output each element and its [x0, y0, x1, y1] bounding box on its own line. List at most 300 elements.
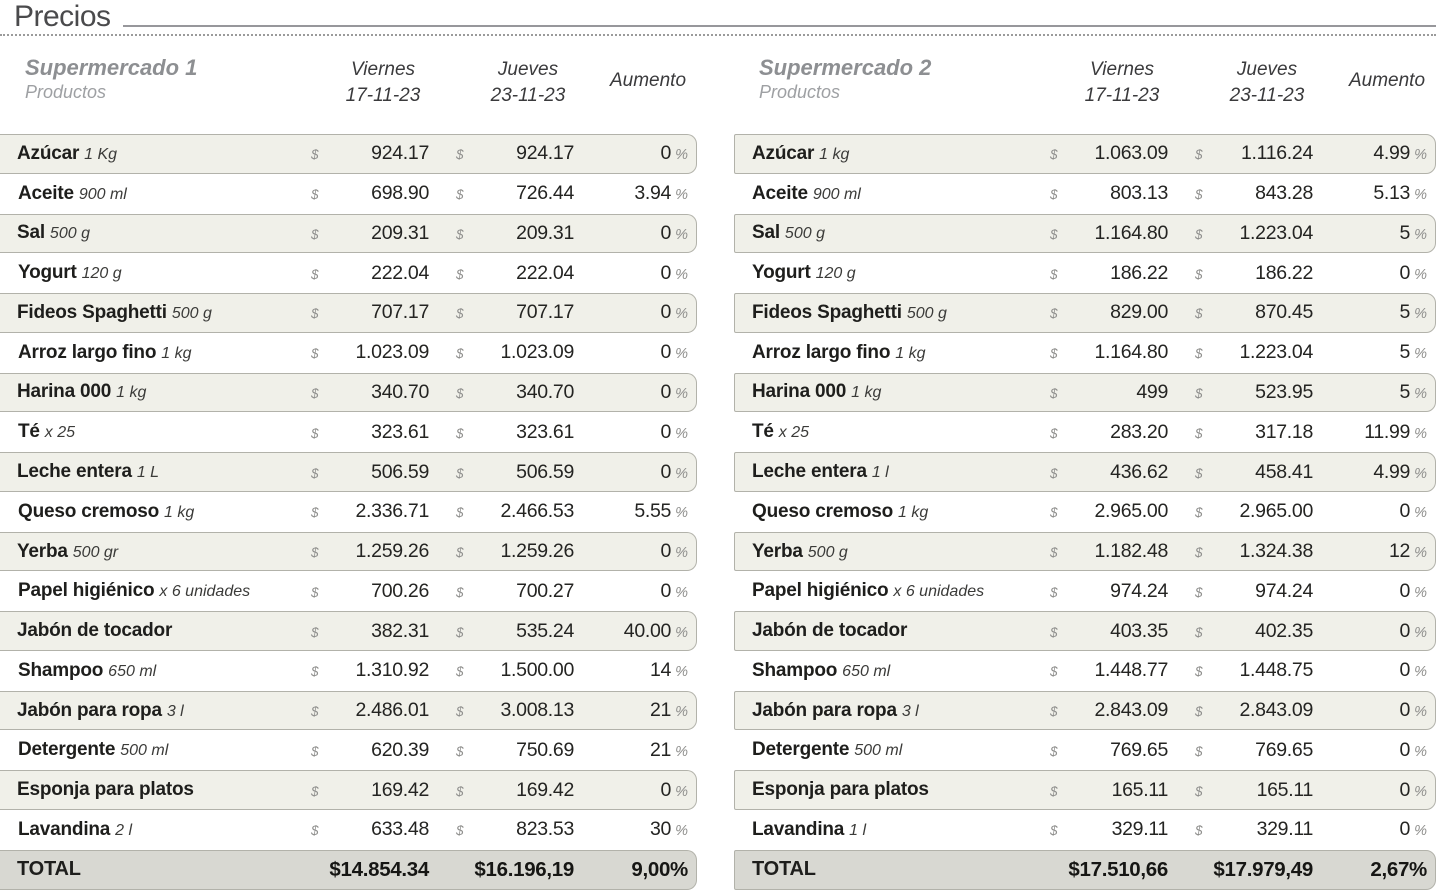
product-name-cell	[1, 739, 311, 761]
increase-cell	[574, 381, 696, 404]
percent-symbol-icon: %	[1414, 823, 1427, 840]
increase-value: 0	[660, 221, 672, 244]
total-row	[734, 850, 1436, 890]
percent-symbol-icon: %	[1414, 505, 1427, 522]
product-unit: 500 gr	[72, 543, 119, 561]
product-name-cell	[0, 143, 311, 165]
product-name-cell	[0, 541, 311, 563]
column-header-aumento: Aumento	[1348, 70, 1426, 91]
price-viernes-value: 165.11	[1111, 778, 1168, 801]
increase-value: 4.99	[1373, 142, 1411, 165]
price-viernes-value: 340.70	[371, 380, 429, 403]
product-unit: 500 g	[906, 304, 947, 322]
increase-cell	[1313, 779, 1435, 802]
table-row	[0, 651, 697, 691]
price-viernes-cell	[1050, 779, 1168, 802]
price-viernes-value: 283.20	[1110, 420, 1168, 443]
currency-symbol-icon: $	[1050, 306, 1058, 322]
currency-symbol-icon: $	[1195, 505, 1203, 521]
product-unit: 2 l	[115, 821, 133, 839]
price-viernes-cell	[311, 142, 429, 165]
price-viernes-cell	[311, 381, 429, 404]
currency-symbol-icon: $	[311, 545, 319, 561]
column-header-jueves: Jueves 23-11-23	[1229, 59, 1305, 106]
price-viernes-cell	[1050, 620, 1168, 643]
price-jueves-cell	[456, 262, 574, 285]
product-name-cell	[735, 381, 1050, 403]
price-viernes-value: 169.42	[371, 778, 429, 801]
product-name-cell	[1, 819, 311, 841]
increase-value: 0	[660, 778, 672, 801]
percent-symbol-icon: %	[675, 306, 688, 323]
product-name: Yogurt	[752, 262, 811, 284]
price-viernes-cell	[1050, 381, 1168, 404]
percent-symbol-icon: %	[675, 505, 688, 522]
product-name-cell	[735, 580, 1050, 602]
table-row	[734, 730, 1436, 770]
increase-cell	[1313, 659, 1435, 682]
currency-symbol-icon: $	[1050, 266, 1058, 282]
table1-header	[0, 44, 697, 134]
currency-symbol-icon: $	[1195, 823, 1203, 839]
product-name: Lavandina	[18, 818, 111, 840]
column-header-viernes: Viernes 17-11-23	[345, 59, 421, 106]
total-viernes-value: $14.854.34	[329, 857, 429, 881]
price-jueves-value: 329.11	[1256, 818, 1313, 841]
increase-value: 0	[1399, 261, 1411, 284]
product-name-cell	[1, 262, 311, 284]
product-unit: x 6 unidades	[893, 583, 985, 601]
product-name: Shampoo	[752, 659, 838, 681]
increase-value: 0	[1399, 500, 1411, 523]
currency-symbol-icon: $	[456, 743, 464, 759]
price-viernes-cell	[1050, 699, 1168, 722]
product-name: Jabón para ropa	[17, 699, 162, 721]
table-row	[734, 333, 1436, 373]
table-row	[0, 214, 697, 254]
product-unit: 500 g	[49, 225, 90, 243]
total-viernes-cell	[1050, 858, 1168, 882]
percent-symbol-icon: %	[675, 823, 688, 840]
price-jueves-value: 323.61	[516, 420, 574, 443]
currency-symbol-icon: $	[1195, 266, 1203, 282]
percent-symbol-icon: %	[1414, 664, 1427, 681]
price-jueves-cell	[456, 421, 574, 444]
increase-cell	[574, 699, 696, 722]
increase-cell	[574, 580, 696, 603]
currency-symbol-icon: $	[456, 465, 464, 481]
product-name: Detergente	[752, 739, 850, 761]
product-name-cell	[735, 779, 1050, 801]
increase-cell	[1313, 142, 1435, 165]
currency-symbol-icon: $	[456, 545, 464, 561]
table-row	[734, 810, 1436, 850]
product-name-cell	[0, 461, 311, 483]
tables-gap	[697, 44, 734, 890]
product-name: Jabón de tocador	[752, 620, 908, 642]
increase-cell	[1313, 500, 1435, 523]
price-jueves-cell	[1195, 421, 1313, 444]
price-viernes-cell	[311, 262, 429, 285]
price-jueves-value: 700.27	[516, 579, 574, 602]
currency-symbol-icon: $	[311, 425, 319, 441]
product-unit: 1 kg	[851, 384, 882, 402]
increase-cell	[574, 620, 696, 643]
product-name-cell	[735, 143, 1050, 165]
table-row	[734, 214, 1436, 254]
price-jueves-cell	[456, 142, 574, 165]
currency-symbol-icon: $	[1050, 505, 1058, 521]
currency-symbol-icon: $	[1195, 226, 1203, 242]
increase-cell	[1313, 222, 1435, 245]
increase-cell	[574, 461, 696, 484]
increase-value: 5.55	[634, 500, 672, 523]
price-viernes-cell	[1050, 341, 1168, 364]
price-jueves-cell	[456, 182, 574, 205]
product-name-cell	[735, 660, 1050, 682]
price-viernes-value: 1.259.26	[355, 540, 429, 563]
increase-cell	[1313, 739, 1435, 762]
price-jueves-value: 750.69	[516, 738, 574, 761]
price-viernes-value: 403.35	[1110, 619, 1168, 642]
currency-symbol-icon: $	[1050, 346, 1058, 362]
price-jueves-cell	[1195, 739, 1313, 762]
price-jueves-value: 726.44	[516, 182, 574, 205]
table-row	[0, 770, 697, 810]
product-name-cell	[735, 183, 1050, 205]
price-jueves-value: 974.24	[1255, 579, 1313, 602]
product-unit: 900 ml	[812, 185, 861, 203]
price-viernes-cell	[311, 341, 429, 364]
product-name: Queso cremoso	[752, 500, 894, 522]
product-unit: 1 kg	[898, 503, 929, 521]
increase-cell	[574, 739, 696, 762]
price-jueves-value: 823.53	[516, 818, 574, 841]
product-name-cell	[1, 342, 311, 364]
product-name: Arroz largo fino	[18, 341, 157, 363]
page-header	[0, 0, 1436, 36]
percent-symbol-icon: %	[675, 266, 688, 283]
increase-cell	[1313, 421, 1435, 444]
currency-symbol-icon: $	[1050, 624, 1058, 640]
currency-symbol-icon: $	[1050, 783, 1058, 799]
product-unit: 1 l	[849, 821, 867, 839]
table-row	[734, 174, 1436, 214]
currency-symbol-icon: $	[1050, 385, 1058, 401]
currency-symbol-icon: $	[1050, 823, 1058, 839]
price-jueves-value: 1.448.75	[1239, 659, 1313, 682]
price-viernes-value: 2.486.01	[355, 699, 429, 722]
product-unit: 1 kg	[895, 344, 926, 362]
total-label: TOTAL	[17, 858, 81, 881]
price-viernes-value: 506.59	[371, 460, 429, 483]
percent-symbol-icon: %	[1414, 346, 1427, 363]
product-unit: 1 Kg	[84, 145, 118, 163]
table-row	[0, 373, 697, 413]
table-row	[0, 611, 697, 651]
price-jueves-value: 209.31	[516, 221, 574, 244]
increase-value: 0	[1399, 579, 1411, 602]
product-name: Yogurt	[18, 262, 77, 284]
currency-symbol-icon: $	[456, 147, 464, 163]
increase-value: 0	[660, 142, 672, 165]
product-name-cell	[735, 461, 1050, 483]
price-jueves-value: 870.45	[1255, 301, 1313, 324]
increase-cell	[1313, 818, 1435, 841]
percent-symbol-icon: %	[675, 624, 688, 641]
percent-symbol-icon: %	[1414, 385, 1427, 402]
price-jueves-cell	[1195, 262, 1313, 285]
increase-cell	[574, 500, 696, 523]
column-header-viernes: Viernes 17-11-23	[1084, 59, 1160, 106]
currency-symbol-icon: $	[456, 187, 464, 203]
price-jueves-value: 340.70	[516, 380, 574, 403]
currency-symbol-icon: $	[1195, 147, 1203, 163]
increase-value: 12	[1389, 540, 1411, 563]
product-name-cell	[735, 541, 1050, 563]
increase-value: 0	[1399, 659, 1411, 682]
price-viernes-value: 186.22	[1110, 261, 1168, 284]
percent-symbol-icon: %	[675, 743, 688, 760]
price-viernes-value: 633.48	[371, 818, 429, 841]
currency-symbol-icon: $	[1195, 545, 1203, 561]
price-jueves-value: 2.965.00	[1239, 500, 1313, 523]
percent-symbol-icon: %	[675, 783, 688, 800]
price-jueves-cell	[1195, 381, 1313, 404]
increase-cell	[574, 301, 696, 324]
table-row	[0, 571, 697, 611]
product-name-cell	[1, 501, 311, 523]
price-viernes-value: 2.843.09	[1094, 699, 1168, 722]
increase-value: 0	[1399, 738, 1411, 761]
table-row	[734, 691, 1436, 731]
table-row	[0, 293, 697, 333]
table-row	[0, 452, 697, 492]
price-jueves-cell	[1195, 500, 1313, 523]
increase-value: 3.94	[634, 182, 672, 205]
price-viernes-cell	[311, 739, 429, 762]
product-unit: 500 ml	[854, 742, 903, 760]
title-rule	[123, 25, 1436, 27]
table1-rows	[0, 134, 697, 890]
price-jueves-value: 843.28	[1255, 182, 1313, 205]
increase-cell	[574, 659, 696, 682]
currency-symbol-icon: $	[456, 425, 464, 441]
column-header-aumento: Aumento	[609, 70, 687, 91]
increase-value: 21	[650, 738, 672, 761]
total-viernes-value: $17.510,66	[1068, 857, 1168, 881]
price-jueves-cell	[456, 620, 574, 643]
increase-cell	[574, 262, 696, 285]
product-name: Fideos Spaghetti	[752, 301, 902, 323]
currency-symbol-icon: $	[1195, 704, 1203, 720]
table-row	[0, 810, 697, 850]
price-jueves-value: 222.04	[516, 261, 574, 284]
currency-symbol-icon: $	[456, 664, 464, 680]
price-jueves-cell	[456, 580, 574, 603]
price-jueves-value: 2.466.53	[500, 500, 574, 523]
product-name: Aceite	[18, 182, 74, 204]
total-jueves-cell	[456, 858, 574, 882]
product-unit: x 25	[778, 424, 810, 442]
percent-symbol-icon: %	[675, 425, 688, 442]
total-label: TOTAL	[752, 858, 816, 881]
price-jueves-cell	[456, 301, 574, 324]
percent-symbol-icon: %	[1414, 425, 1427, 442]
price-jueves-value: 535.24	[516, 619, 574, 642]
table1-subtitle: Productos	[25, 82, 107, 103]
currency-symbol-icon: $	[1195, 743, 1203, 759]
table-supermercado-2	[734, 44, 1436, 890]
currency-symbol-icon: $	[311, 664, 319, 680]
price-viernes-cell	[1050, 301, 1168, 324]
tables-container	[0, 36, 1436, 890]
product-name: Lavandina	[752, 818, 845, 840]
price-jueves-value: 1.223.04	[1239, 221, 1313, 244]
product-unit: 120 g	[815, 265, 856, 283]
price-jueves-cell	[1195, 779, 1313, 802]
price-jueves-value: 458.41	[1255, 460, 1313, 483]
increase-value: 0	[1399, 619, 1411, 642]
product-name-cell	[0, 302, 311, 324]
price-viernes-value: 803.13	[1110, 182, 1168, 205]
currency-symbol-icon: $	[1050, 147, 1058, 163]
page-title: Precios	[14, 0, 111, 33]
product-name-cell	[735, 262, 1050, 284]
increase-cell	[1313, 540, 1435, 563]
price-viernes-value: 382.31	[371, 619, 429, 642]
product-unit: 500 g	[171, 304, 212, 322]
currency-symbol-icon: $	[311, 306, 319, 322]
product-unit: 1 kg	[116, 384, 147, 402]
currency-symbol-icon: $	[311, 704, 319, 720]
price-jueves-value: 1.500.00	[500, 659, 574, 682]
currency-symbol-icon: $	[311, 465, 319, 481]
currency-symbol-icon: $	[1195, 465, 1203, 481]
table-row	[734, 293, 1436, 333]
increase-cell	[574, 341, 696, 364]
product-name: Jabón de tocador	[17, 620, 173, 642]
price-jueves-value: 1.023.09	[500, 341, 574, 364]
currency-symbol-icon: $	[1050, 226, 1058, 242]
product-name: Azúcar	[752, 142, 815, 164]
product-name-cell	[735, 342, 1050, 364]
currency-symbol-icon: $	[311, 783, 319, 799]
currency-symbol-icon: $	[1195, 624, 1203, 640]
currency-symbol-icon: $	[456, 346, 464, 362]
price-jueves-value: 707.17	[516, 301, 574, 324]
percent-symbol-icon: %	[1414, 783, 1427, 800]
currency-symbol-icon: $	[456, 266, 464, 282]
product-unit: 500 g	[807, 543, 848, 561]
product-name-cell	[735, 421, 1050, 443]
table-row	[734, 651, 1436, 691]
price-jueves-cell	[1195, 142, 1313, 165]
product-unit: 900 ml	[78, 185, 127, 203]
percent-symbol-icon: %	[1414, 266, 1427, 283]
currency-symbol-icon: $	[1050, 664, 1058, 680]
percent-symbol-icon: %	[1414, 147, 1427, 164]
price-viernes-cell	[311, 182, 429, 205]
price-viernes-cell	[311, 500, 429, 523]
product-name-cell	[735, 620, 1050, 642]
table-row	[734, 412, 1436, 452]
table-row	[734, 532, 1436, 572]
increase-value: 14	[650, 659, 672, 682]
price-viernes-cell	[311, 779, 429, 802]
currency-symbol-icon: $	[456, 226, 464, 242]
price-jueves-cell	[1195, 222, 1313, 245]
product-unit: 3 l	[166, 702, 184, 720]
product-name: Esponja para platos	[17, 779, 194, 801]
currency-symbol-icon: $	[311, 743, 319, 759]
percent-symbol-icon: %	[1414, 306, 1427, 323]
currency-symbol-icon: $	[1195, 346, 1203, 362]
product-unit: 650 ml	[108, 662, 157, 680]
product-unit: 1 L	[136, 464, 160, 481]
percent-symbol-icon: %	[1414, 584, 1427, 601]
product-unit: 500 ml	[120, 742, 169, 760]
total-viernes-cell	[311, 858, 429, 882]
product-name: Harina 000	[752, 381, 847, 403]
price-viernes-cell	[1050, 262, 1168, 285]
price-viernes-cell	[1050, 421, 1168, 444]
price-viernes-value: 222.04	[371, 261, 429, 284]
price-viernes-cell	[1050, 222, 1168, 245]
price-viernes-value: 829.00	[1110, 301, 1168, 324]
price-jueves-cell	[456, 341, 574, 364]
product-unit: x 25	[44, 424, 76, 442]
price-jueves-value: 523.95	[1255, 380, 1313, 403]
percent-symbol-icon: %	[675, 465, 688, 482]
price-jueves-value: 924.17	[516, 142, 574, 165]
percent-symbol-icon: %	[1414, 545, 1427, 562]
price-jueves-cell	[456, 500, 574, 523]
price-jueves-cell	[1195, 699, 1313, 722]
percent-symbol-icon: %	[1414, 187, 1427, 204]
increase-value: 0	[660, 420, 672, 443]
product-name-cell	[0, 222, 311, 244]
price-viernes-cell	[1050, 818, 1168, 841]
product-name: Detergente	[18, 739, 116, 761]
price-jueves-cell	[456, 381, 574, 404]
price-viernes-cell	[1050, 580, 1168, 603]
total-label-cell	[0, 858, 311, 881]
price-viernes-cell	[1050, 461, 1168, 484]
percent-symbol-icon: %	[675, 346, 688, 363]
percent-symbol-icon: %	[675, 385, 688, 402]
percent-symbol-icon: %	[675, 584, 688, 601]
increase-cell	[574, 818, 696, 841]
currency-symbol-icon: $	[1195, 385, 1203, 401]
product-unit: 1 kg	[164, 503, 195, 521]
product-name: Papel higiénico	[752, 580, 889, 602]
price-jueves-cell	[456, 818, 574, 841]
percent-symbol-icon: %	[1414, 743, 1427, 760]
price-viernes-value: 924.17	[371, 142, 429, 165]
table-row	[734, 492, 1436, 532]
price-viernes-value: 700.26	[371, 579, 429, 602]
price-viernes-value: 209.31	[371, 221, 429, 244]
table-supermercado-1	[0, 44, 697, 890]
product-unit: 1 kg	[819, 145, 850, 163]
currency-symbol-icon: $	[456, 704, 464, 720]
increase-value: 21	[650, 699, 672, 722]
column-header-jueves: Jueves 23-11-23	[490, 59, 566, 106]
table-row	[0, 532, 697, 572]
percent-symbol-icon: %	[675, 187, 688, 204]
price-jueves-cell	[1195, 341, 1313, 364]
